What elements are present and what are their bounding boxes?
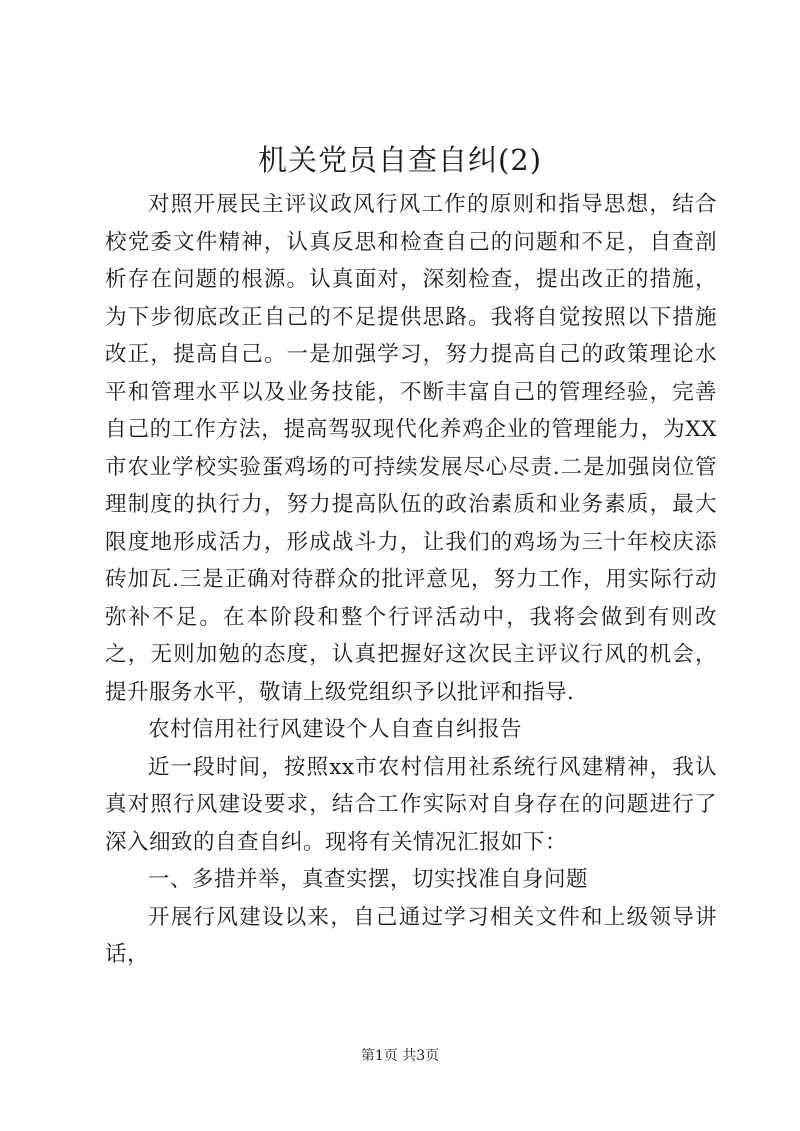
paragraph-self-review: 对照开展民主评议政风行风工作的原则和指导思想，结合校党委文件精神，认真反思和检查自己的问题和不足，自查剖析存在问题的根源。认真面对，深刻检查，提出改正的措施，为下步彻底改正自己的不足提供思路。我将自觉按照以下措施改正，提高自己。一是加强学习，努力提高自己的政策理论水平和管理水平以及业务技能，不断丰富自己的管理经验，完善自己的工作方法，提高驾驭现代化养鸡企业的管理能力，为XX市农业学校实验蛋鸡场的可持续发展尽心尽责.二是加强岗位管理制度的执行力，努力提高队伍的政治素质和业务素质，最大限度地形成活力，形成战斗力，让我们的鸡场为三十年校庆添砖加瓦.三是正确对待群众的批评意见，努力工作，用实际行动弥补不足。在本阶段和整个行评活动中，我将会做到有则改之，无则加勉的态度，认真把握好这次民主评议行风的机会，提升服务水平，敬请上级党组织予以批评和指导. xyxy=(105,192,717,705)
page-footer: 第1页 共3页 xyxy=(360,1048,440,1064)
paragraph-report-heading: 农村信用社行风建设个人自查自纠报告 xyxy=(148,717,523,742)
paragraph-section-one: 开展行风建设以来，自己通过学习相关文件和上级领导讲话， xyxy=(105,904,717,967)
document-title: 机关党员自查自纠(2) xyxy=(257,143,543,177)
section-heading-one: 一、多措并举，真查实摆，切实找准自身问题 xyxy=(148,867,589,892)
paragraph-introduction: 近一段时间，按照xx市农村信用社系统行风建精神，我认真对照行风建设要求，结合工作实际对自身存在的问题进行了深入细致的自查自纠。现将有关情况汇报如下： xyxy=(105,754,717,855)
document-body xyxy=(105,186,717,974)
